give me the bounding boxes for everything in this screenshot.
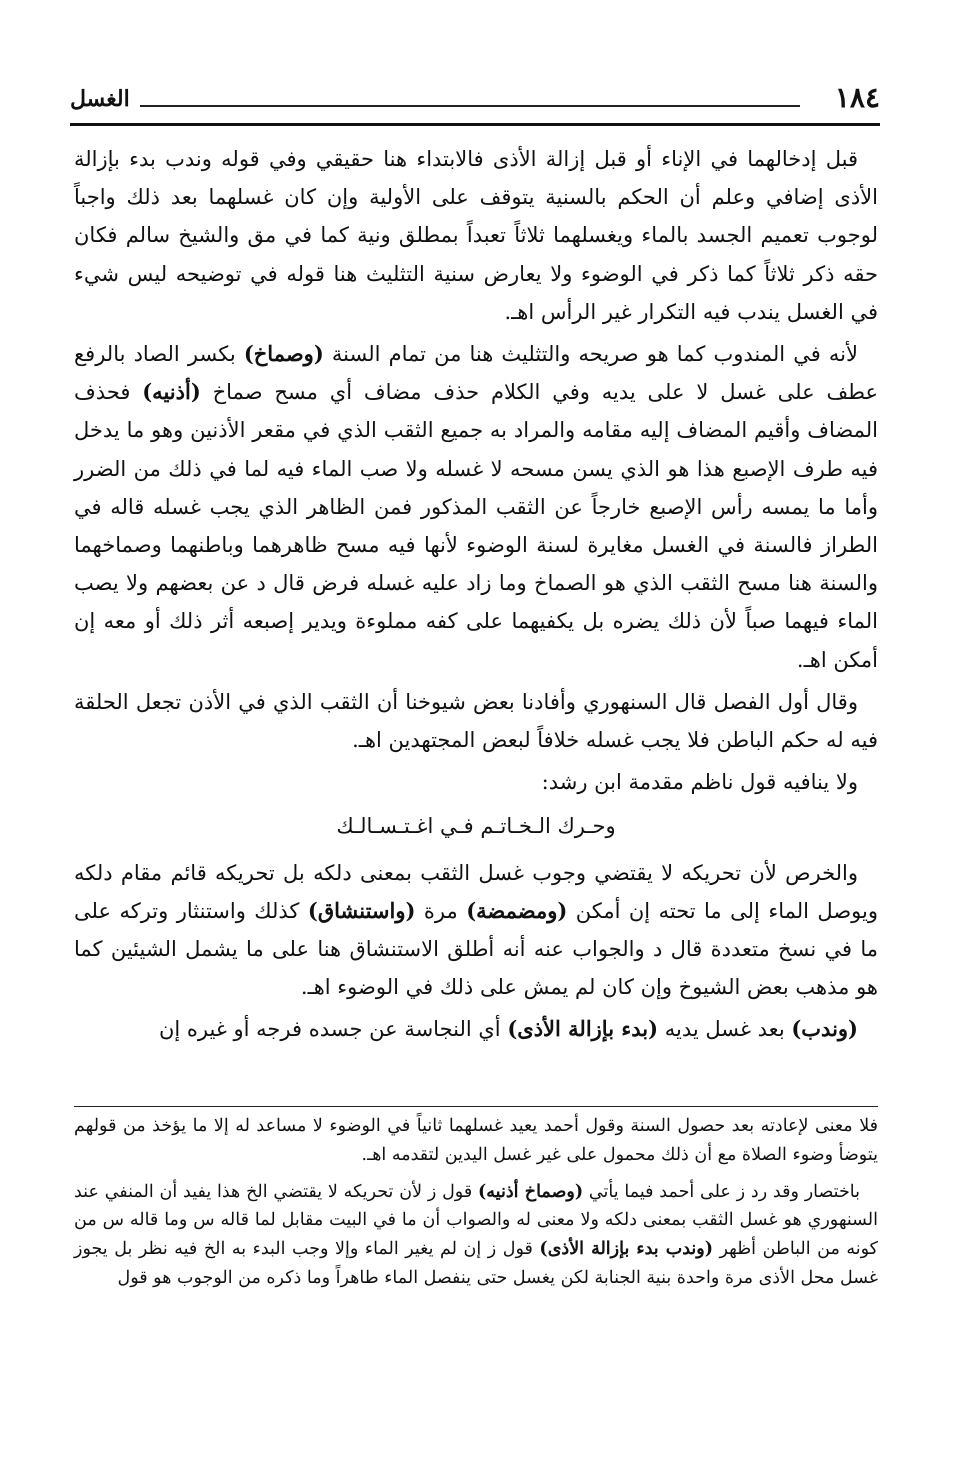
keyword-udhunayhi: (أذنيه)	[142, 379, 201, 405]
footnote-1: فلا معنى لإعادته بعد حصول السنة وقول أحمد يعيد غسلهما ثانياً في الوضوء لا مساعد له إلا ما يؤخذ من قولهم يتوضأ وضوء الصلاة مع أن ذلك محمول على غير غسل اليدين لتقدمه اهـ.	[74, 1116, 878, 1165]
paragraph-5: والخرص لأن تحريكه لا يقتضي وجوب غسل الثقب بمعنى دلكه بل تحريكه قائم مقام دلكه ويوصل الماء إلى ما تحته إن أمكن (ومضمضة) مرة (واستنشاق) كذلك واستنثار وتركه على ما في نسخ متعددة قال د والجواب عنه أنه أطلق الاستنشاق هنا على ما يشمل الشيئين كما هو مذهب بعض الشيوخ وإن كان لم يمش على ذلك في الوضوء اهـ.	[74, 860, 878, 1000]
header-rule	[70, 123, 880, 126]
running-title: الغسل	[70, 86, 130, 112]
footnotes	[74, 1112, 878, 1301]
verse-line: وحـرك الـخـاتـم فـي اغـتـسـالـك	[336, 814, 616, 839]
paragraph-6: (وندب) بعد غسل يديه (بدء بإزالة الأذى) أي النجاسة عن جسده فرجه أو غيره إن	[159, 1016, 858, 1042]
paragraph-2: لأنه في المندوب كما هو صريحه والتثليث هنا من تمام السنة (وصماخ) بكسر الصاد بالرفع عطف على غسل لا على يديه وفي الكلام حذف مضاف أي مسح صماخ (أذنيه) فحذف المضاف وأقيم المضاف إليه مقامه والمراد به جميع الثقب الذي في مقعر الأذنين وهو ما يدخل فيه طرف الإصبع هذا هو الذي يسن مسحه لا غسله ولا صب الماء فيه لما في ذلك من الضرر وأما ما يمسه رأس الإصبع خارجاً عن الثقب المذكور فمن الظاهر الذي يجب غسله قاله في الطراز فالسنة في الغسل مغايرة لسنة الوضوء لأنها فيه مسح ظاهرهما وباطنهما وصماخهما والسنة هنا مسح الثقب الذي هو الصماخ وما زاد عليه غسله فرض قال د عن بعضهم ولا يصب الماء فيهما صباً لأن ذلك يضره بل يكفيهما على كفه مملوءة ويدير إصبعه أثر ذلك أو معه إن أمكن اهـ.	[74, 341, 879, 672]
keyword-istinshaq: (واستنشاق)	[307, 897, 416, 923]
footnote-keyword-sammakh-udhunayhi: (وصماخ أذنيه)	[478, 1181, 584, 1202]
footnote-rule	[74, 1106, 878, 1107]
paragraph-4: ولا ينافيه قول ناظم مقدمة ابن رشد:	[541, 770, 858, 795]
keyword-madmada: (ومضمضة)	[466, 897, 568, 923]
paragraph-1: قبل إدخالهما في الإناء أو قبل إزالة الأذى فالابتداء هنا حقيقي وفي قوله وندب بدء بإزالة الأذى إضافي وعلم أن الحكم بالسنية يتوقف على الأولية وإن كان غسلهما بعد ذلك واجباً لوجوب تعميم الجسد بالماء ويغسلهما ثلاثاً تعبداً بمطلق ونية كما في مق والشيخ سالم فكان حقه ذكر ثلاثاً كما ذكر في الوضوء ولا يعارض سنية التثليث هنا قوله في توضيحه ليس شيء في الغسل يندب فيه التكرار غير الرأس اهـ.	[74, 147, 878, 324]
paragraph-3: وقال أول الفصل قال السنهوري وأفادنا بعض شيوخنا أن الثقب الذي في الأذن تجعل الحلقة فيه له حكم الباطن فلا يجب غسله خلافاً لبعض المجتهدين اهـ.	[74, 689, 878, 753]
page-header	[70, 80, 880, 120]
keyword-nudiba: (وندب)	[791, 1016, 858, 1042]
header-dash-line	[140, 105, 800, 107]
footnote-2: باختصار وقد رد ز على أحمد فيما يأتي (وصماخ أذنيه) قول ز لأن تحريكه لا يقتضي الخ هذا يفيد أن المنفي عند السنهوري هو غسل الثقب بمعنى دلكه ولا معنى له والصواب أن ما في البيت مقابل لما قاله س وما قاله س من كونه من الباطن أظهر (وندب بدء بإزالة الأذى) قول ز إن لم يغير الماء وإلا وجب البدء به الخ فيه نظر بل يجوز غسل محل الأذى مرة واحدة بنية الجنابة لكن يغسل حتى ينفصل الماء طاهراً وما ذكره من الوجوب هو قول	[74, 1181, 879, 1288]
main-text	[74, 140, 878, 1053]
footnote-keyword-nudiba-bad: (وندب بدء بإزالة الأذى)	[539, 1239, 713, 1260]
keyword-sammakh: (وصماخ)	[243, 341, 324, 367]
keyword-bad-bi-izalat-al-adha: (بدء بإزالة الأذى)	[507, 1016, 659, 1042]
page-number: ١٨٤	[834, 81, 880, 114]
